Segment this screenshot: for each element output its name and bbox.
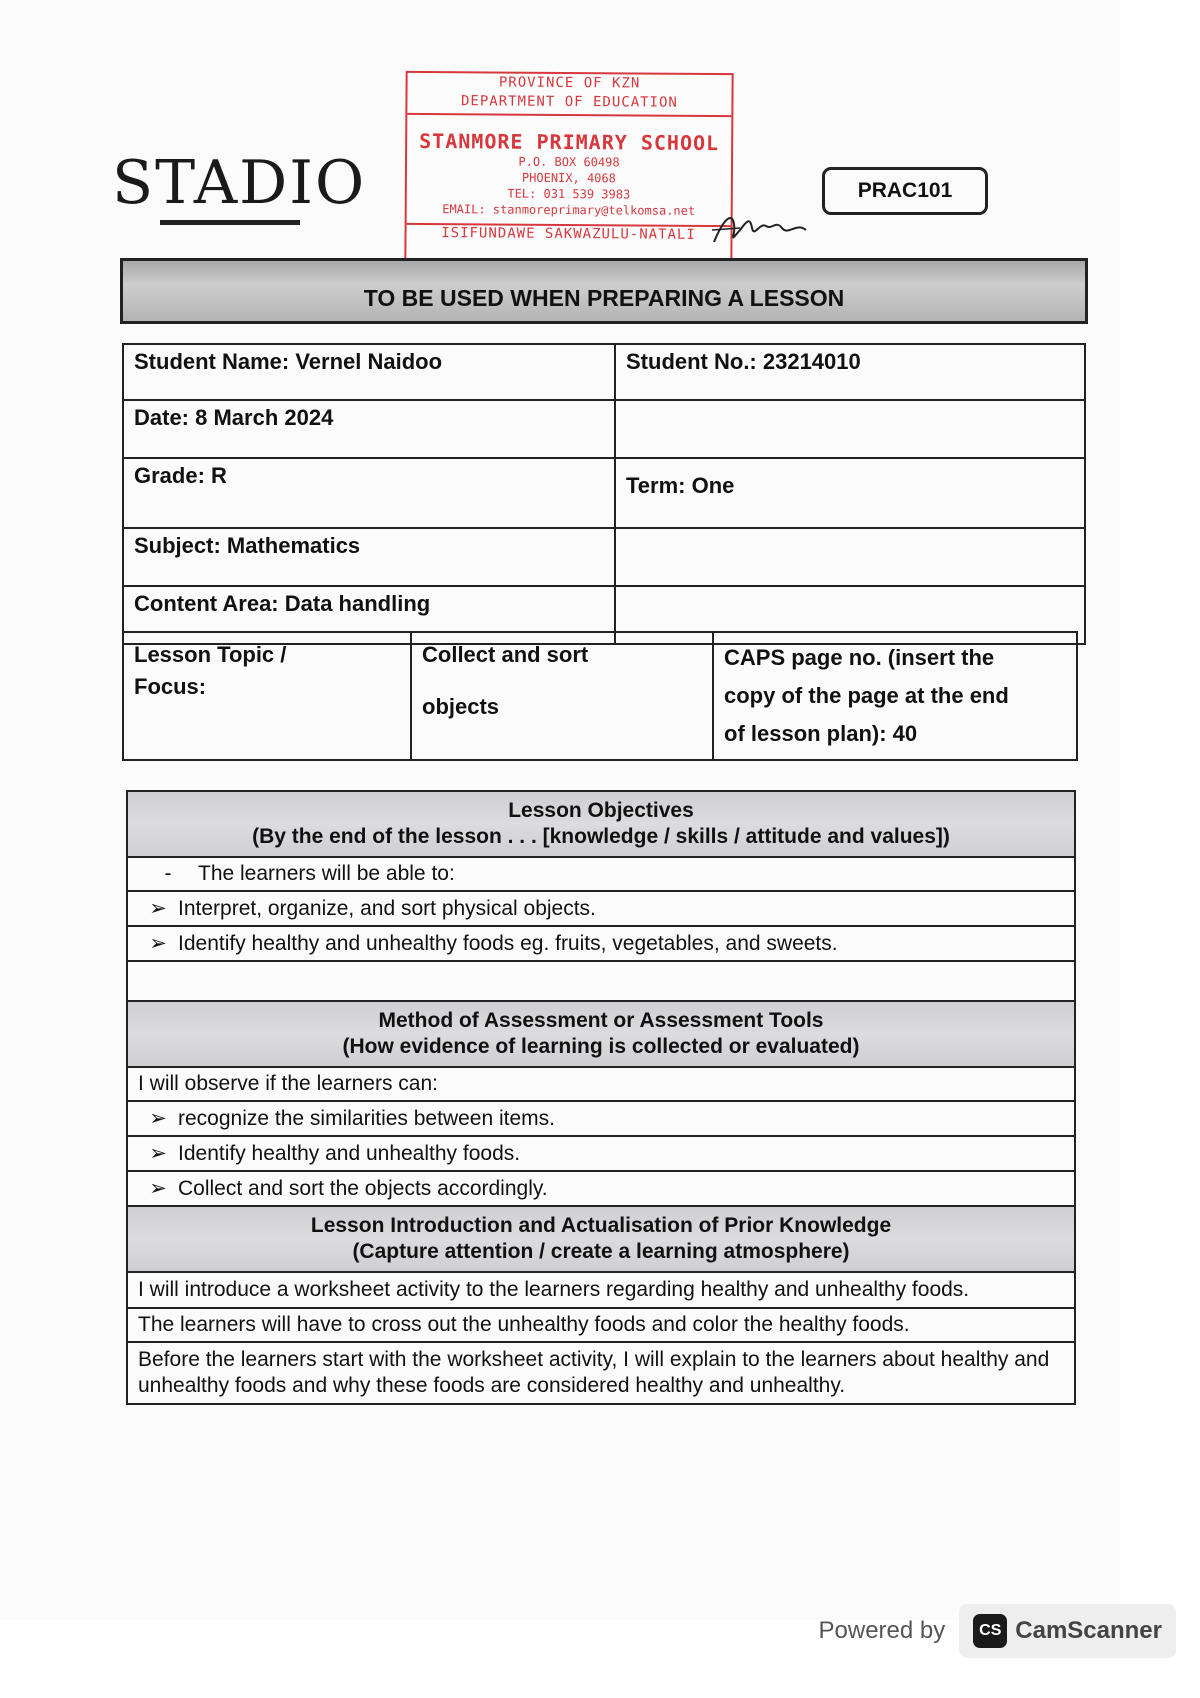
empty-cell — [615, 400, 1085, 458]
stamp-footer: ISIFUNDAWE SAKWAZULU-NATALI — [406, 223, 730, 243]
stamp-department: DEPARTMENT OF EDUCATION — [460, 93, 678, 111]
assessment-row — [127, 1171, 1075, 1206]
stamp-school: STANMORE PRIMARY SCHOOL — [419, 128, 720, 156]
stamp-box: P.O. BOX 60498 — [518, 154, 620, 170]
blank-row — [127, 961, 1075, 1001]
camscanner-icon: CS — [973, 1614, 1007, 1648]
section-heading: Lesson Objectives — [508, 799, 694, 822]
section-heading: Method of Assessment or Assessment Tools — [378, 1009, 824, 1032]
arrow-bullet-icon: ➢ — [149, 1107, 167, 1130]
lesson-topic-table — [122, 631, 1078, 761]
assessment-text: recognize the similarities between items. — [178, 1107, 555, 1130]
objectives-intro: The learners will be able to: — [198, 862, 455, 885]
assessment-text: Collect and sort the objects accordingly. — [178, 1177, 548, 1200]
term: Term: One — [615, 458, 1085, 528]
objective-text: Interpret, organize, and sort physical objects. — [178, 897, 596, 920]
arrow-bullet-icon: ➢ — [149, 1142, 167, 1165]
school-stamp — [404, 71, 733, 263]
camscanner-footer — [819, 1604, 1176, 1658]
empty-cell — [615, 528, 1085, 586]
stamp-province: PROVINCE OF KZN — [498, 74, 641, 92]
form-title: TO BE USED WHEN PREPARING A LESSON — [120, 258, 1088, 324]
assessment-header — [127, 1001, 1075, 1067]
section-subheading: (By the end of the lesson . . . [knowledge / skills / attitude and values]) — [252, 825, 950, 848]
assessment-row — [127, 1136, 1075, 1171]
stamp-tel: TEL: 031 539 3983 — [507, 186, 631, 202]
signature — [710, 208, 810, 248]
objectives-header — [127, 791, 1075, 857]
stamp-rule — [407, 113, 731, 117]
lesson-plan-table — [126, 790, 1076, 1405]
student-name: Student Name: Vernel Naidoo — [123, 344, 615, 400]
date: Date: 8 March 2024 — [123, 400, 615, 458]
powered-by-label: Powered by — [818, 1617, 946, 1644]
introduction-row: Before the learners start with the worksheet activity, I will explain to the learners about healthy and unhealthy foods and why these foods are considered healthy and unhealthy. — [127, 1342, 1075, 1404]
arrow-bullet-icon: ➢ — [149, 897, 167, 920]
logo-underline — [160, 220, 300, 225]
objective-text: Identify healthy and unhealthy foods eg. fruits, vegetables, and sweets. — [178, 932, 838, 955]
section-subheading: (Capture attention / create a learning atmosphere) — [352, 1240, 850, 1263]
caps-line: of lesson plan): 40 — [724, 721, 918, 746]
section-heading: Lesson Introduction and Actualisation of Prior Knowledge — [310, 1214, 892, 1237]
caps-line: copy of the page at the end — [724, 683, 1009, 708]
camscanner-name: CamScanner — [1015, 1617, 1162, 1644]
arrow-bullet-icon: ➢ — [149, 1177, 167, 1200]
introduction-row: I will introduce a worksheet activity to the learners regarding healthy and unhealthy foods. — [127, 1272, 1075, 1308]
introduction-row: The learners will have to cross out the unhealthy foods and color the healthy foods. — [127, 1308, 1075, 1342]
topic-value-line: Collect and sort — [422, 642, 589, 667]
subject: Subject: Mathematics — [123, 528, 615, 586]
dash-marker: - — [164, 862, 172, 885]
introduction-header — [127, 1206, 1075, 1272]
camscanner-badge — [959, 1604, 1176, 1658]
objectives-intro-row — [127, 857, 1075, 891]
topic-label-line: Focus: — [134, 674, 207, 699]
arrow-bullet-icon: ➢ — [149, 932, 167, 955]
stamp-town: PHOENIX, 4068 — [521, 170, 616, 186]
topic-label — [123, 632, 411, 760]
content-area: Content Area: Data handling — [123, 586, 615, 644]
student-info-table — [122, 343, 1086, 645]
objective-row — [127, 926, 1075, 961]
caps-line: CAPS page no. (insert the — [724, 645, 995, 670]
assessment-text: Identify healthy and unhealthy foods. — [178, 1142, 521, 1165]
topic-label-line: Lesson Topic / — [134, 642, 287, 667]
assessment-row — [127, 1101, 1075, 1136]
assessment-intro-row — [127, 1067, 1075, 1101]
stadio-logo: STADIO — [112, 148, 367, 218]
section-subheading: (How evidence of learning is collected or evaluated) — [342, 1035, 860, 1058]
stamp-email: EMAIL: stanmoreprimary@telkomsa.net — [442, 202, 696, 218]
objective-row — [127, 891, 1075, 926]
assessment-intro: I will observe if the learners can: — [138, 1072, 438, 1095]
topic-value-line: objects — [422, 694, 500, 719]
caps-page — [713, 632, 1077, 760]
topic-value — [411, 632, 713, 760]
module-code-badge: PRAC101 — [822, 167, 988, 215]
grade: Grade: R — [123, 458, 615, 528]
student-number: Student No.: 23214010 — [615, 344, 1085, 400]
